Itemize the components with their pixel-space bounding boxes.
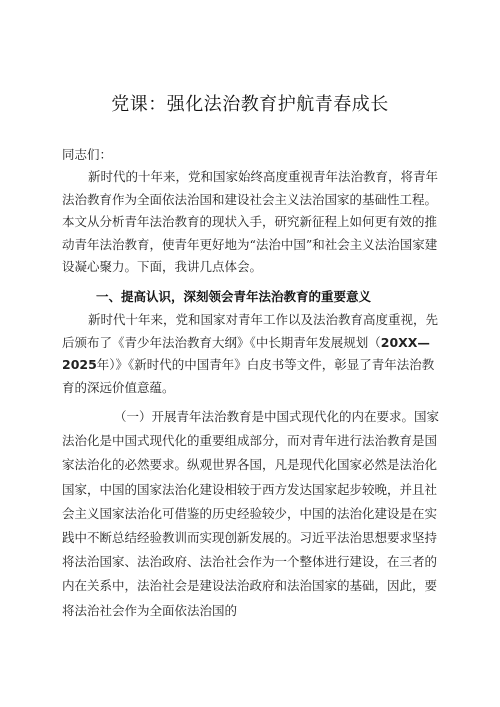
paragraph-subsection-1: （一）开展青年法治教育是中国式现代化的内在要求。国家法治化是中国式现代化的重要组成部分，而对青年进行法治教育是国家法治化的必然要求。纵观世界各国，凡是现代化国家必然是法治化国家，中国的国家法治化建设相较于西方发达国家起步较晚，并且社会主义国家法治化可借鉴的历史经验较少，中国的法治化建设是在实践中不断总结经验教训而实现创新发展的。习近平法治思想要求坚持将法治国家、法治政府、法治社会作为一个整体进行建设，在三者的内在关系中，法治社会是建设法治政府和法治国家的基础，因此，要将法治社会作为全面依法治国的 xyxy=(62,409,440,618)
paragraph-section1-intro-part1: 新时代十年来，党和国家对青年工作以及法治教育高度重视，先后颁布了《青少年法治教育大纲》《中长期青年发展规划（ xyxy=(62,312,439,350)
document-title: 党课：强化法治教育护航青春成长 xyxy=(111,94,389,115)
paragraph-section1-intro xyxy=(62,309,444,399)
plan-years: 20XX—2025 xyxy=(62,334,430,373)
paragraph-intro: 新时代的十年来，党和国家始终高度重视青年法治教育，将青年法治教育作为全面依法治国和建设社会主义法治国家的基础性工程。本文从分析青年法治教育的现状入手，研究新征程上如何更有效的推动青年法治教育，使青年更好地为“法治中国”和社会主义法治国家建设凝心聚力。下面，我讲几点体会。 xyxy=(62,169,439,275)
salutation: 同志们： xyxy=(62,147,113,162)
paragraph-section1-intro-part2: 年）》《新时代的中国青年》白皮书等文件，彰显了青年法治教育的深远价值意蕴。 xyxy=(62,357,435,395)
section-heading-1: 一、提高认识，深刻领会青年法治教育的重要意义 xyxy=(96,289,372,304)
